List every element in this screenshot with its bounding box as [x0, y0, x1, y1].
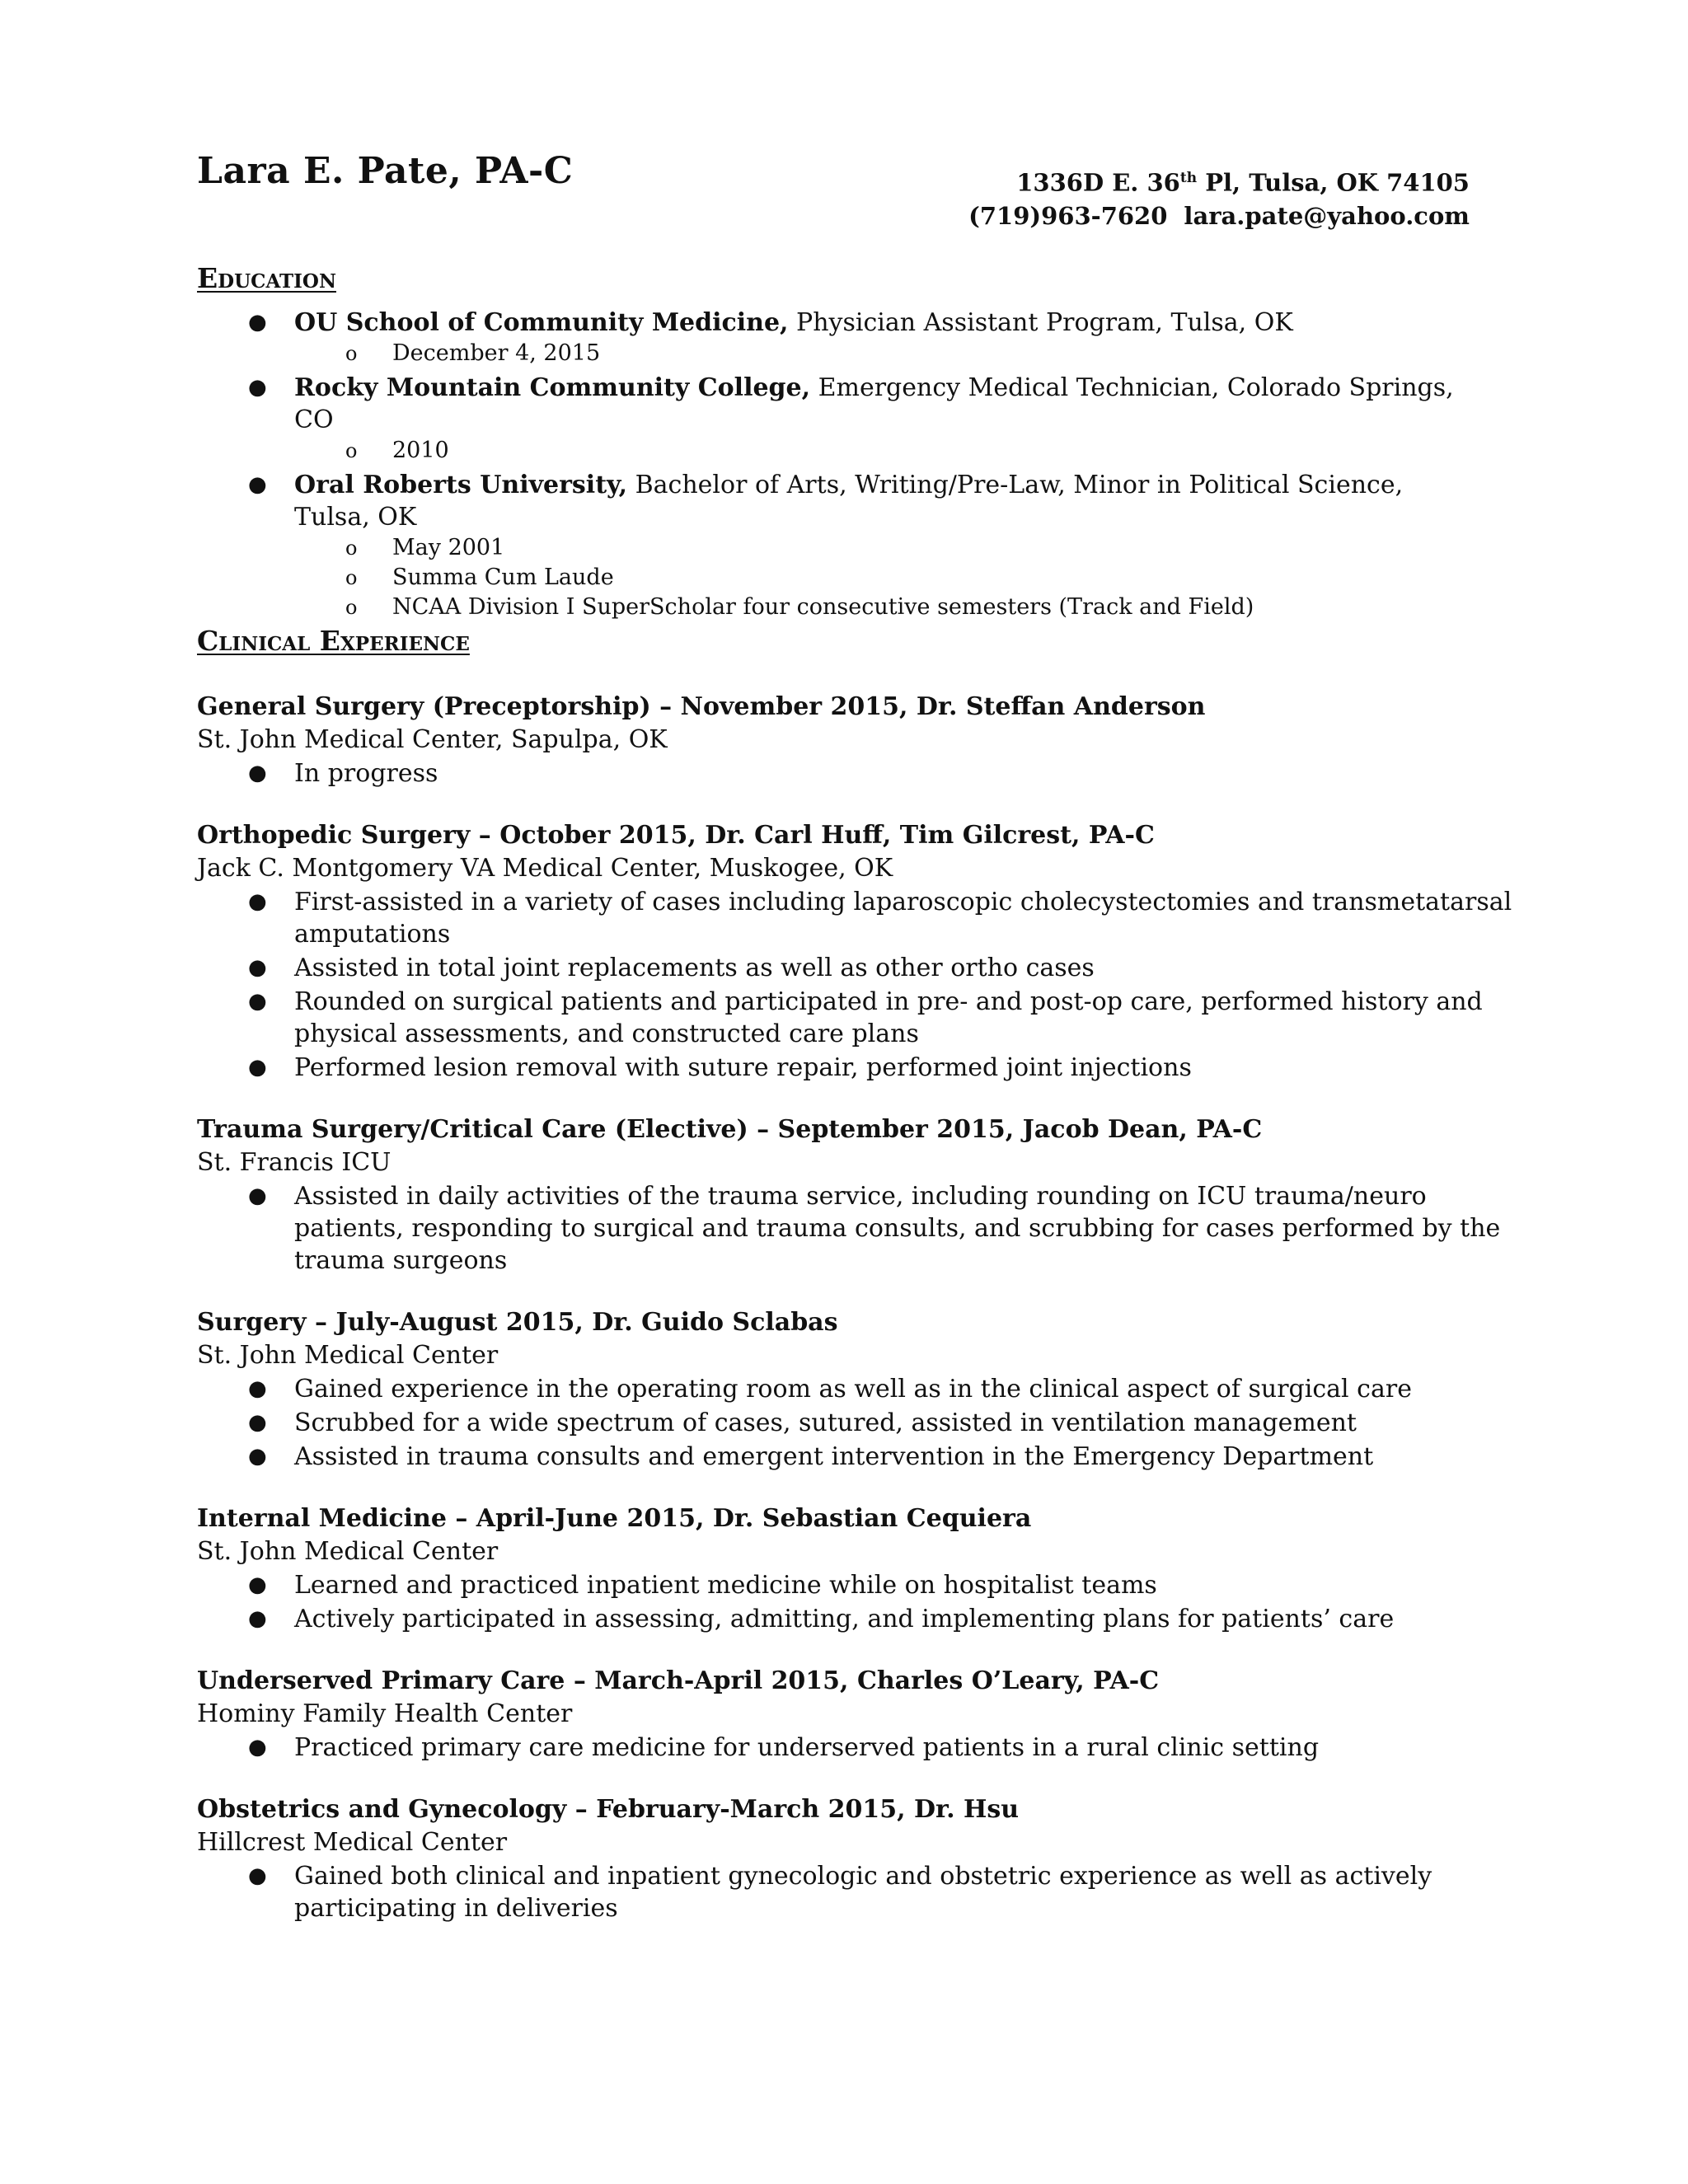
rotation-entry — [197, 691, 1483, 790]
sub-bullet-icon: o — [345, 537, 358, 560]
bullet-text: Learned and practiced inpatient medicine while on hospitalist teams — [294, 1571, 1157, 1600]
clinical-section — [197, 691, 1512, 1954]
rotation-entry — [197, 1502, 1483, 1635]
bullet-icon: ● — [248, 375, 267, 400]
bullet-text: Actively participated in assessing, admitting, and implementing plans for patients’ care — [294, 1605, 1395, 1633]
rotation-bullet — [197, 757, 1514, 790]
bullet-text: Practiced primary care medicine for underserved patients in a rural clinic setting — [294, 1733, 1320, 1762]
sub-item-text: Summa Cum Laude — [392, 565, 614, 590]
bullet-text: Scrubbed for a wide spectrum of cases, sutured, assisted in ventilation management — [294, 1408, 1357, 1437]
education-section — [197, 307, 1483, 622]
bullet-text: Assisted in trauma consults and emergent intervention in the Emergency Department — [294, 1442, 1374, 1471]
rotation-bullet — [197, 1441, 1514, 1473]
phone-email-line — [968, 199, 1470, 232]
rotation-title: General Surgery (Preceptorship) – November 2015, Dr. Steffan Anderson — [197, 692, 1206, 721]
rotation-site: St. John Medical Center, Sapulpa, OK — [197, 725, 668, 754]
sub-item-text: NCAA Division I SuperScholar four consecutive semesters (Track and Field) — [392, 594, 1254, 620]
bullet-icon: ● — [248, 1376, 267, 1401]
sub-item-text: December 4, 2015 — [392, 340, 601, 366]
rotation-entry — [197, 819, 1512, 1084]
education-sub-item — [197, 436, 1483, 466]
bullet-icon: ● — [248, 1444, 267, 1469]
clinical-heading: Clinical Experience — [197, 625, 470, 657]
bullet-icon: ● — [248, 472, 267, 497]
education-sub-list — [294, 436, 1483, 466]
bullet-icon: ● — [248, 310, 267, 335]
sub-bullet-icon: o — [345, 596, 358, 619]
address-line — [968, 162, 1470, 199]
rotation-bullets — [197, 1860, 1483, 1924]
sub-bullet-icon: o — [345, 342, 358, 365]
candidate-name: Lara E. Pate, PA-C — [197, 150, 574, 192]
bullet-text: Assisted in total joint replacements as well as other ortho cases — [294, 954, 1095, 982]
rotation-bullets — [197, 1569, 1483, 1635]
rotation-bullets — [197, 757, 1483, 790]
program-detail: Bachelor of Arts, Writing/Pre-Law, Minor in Political Science, Tulsa, OK — [294, 471, 1404, 532]
rotation-bullet — [197, 1603, 1514, 1635]
education-sub-item — [197, 533, 1483, 563]
rotation-title: Underserved Primary Care – March-April 2015, Charles O’Leary, PA-C — [197, 1666, 1160, 1695]
sub-bullet-icon: o — [345, 566, 358, 589]
rotation-bullets — [197, 1180, 1501, 1277]
bullet-icon: ● — [248, 989, 267, 1014]
education-heading: Education — [197, 262, 336, 294]
rotation-bullet — [197, 1569, 1514, 1601]
bullet-icon: ● — [248, 1410, 267, 1435]
rotation-site: St. John Medical Center — [197, 1537, 499, 1566]
bullet-icon: ● — [248, 761, 267, 785]
rotation-bullet — [197, 986, 1514, 1050]
bullet-icon: ● — [248, 1183, 267, 1208]
address-city: Pl, Tulsa, OK 74105 — [1197, 168, 1470, 197]
bullet-text: Gained both clinical and inpatient gynecologic and obstetric experience as well as actively participating in deliveries — [294, 1862, 1432, 1923]
rotation-title: Internal Medicine – April-June 2015, Dr. Sebastian Cequiera — [197, 1504, 1032, 1533]
bullet-icon: ● — [248, 1055, 267, 1080]
rotation-bullet — [197, 1860, 1514, 1924]
rotation-bullet — [197, 1373, 1514, 1405]
rotation-site: St. John Medical Center — [197, 1341, 499, 1370]
rotation-bullet — [197, 952, 1514, 984]
rotation-site: Hominy Family Health Center — [197, 1699, 573, 1728]
school-name: Rocky Mountain Community College, — [294, 373, 811, 402]
bullet-icon: ● — [248, 1735, 267, 1760]
rotation-title: Surgery – July-August 2015, Dr. Guido Sclabas — [197, 1308, 838, 1337]
program-detail: Physician Assistant Program, Tulsa, OK — [788, 308, 1293, 337]
education-sub-item — [197, 563, 1483, 593]
rotation-site: Hillcrest Medical Center — [197, 1828, 508, 1857]
school-name: OU School of Community Medicine, — [294, 308, 789, 337]
rotation-entry — [197, 1665, 1483, 1764]
rotation-bullet — [197, 1732, 1514, 1764]
education-item — [197, 307, 1483, 368]
program-detail: Emergency Medical Technician, Colorado Springs, CO — [294, 373, 1454, 434]
rotation-site: St. Francis ICU — [197, 1148, 392, 1177]
rotation-bullet — [197, 1052, 1514, 1084]
rotation-entry — [197, 1793, 1483, 1924]
rotation-title: Trauma Surgery/Critical Care (Elective) – September 2015, Jacob Dean, PA-C — [197, 1115, 1263, 1144]
bullet-icon: ● — [248, 1606, 267, 1631]
bullet-icon: ● — [248, 889, 267, 914]
email-address[interactable]: lara.pate@yahoo.com — [1184, 201, 1470, 230]
education-item — [197, 469, 1483, 622]
bullet-text: Gained experience in the operating room as well as in the clinical aspect of surgical care — [294, 1375, 1412, 1404]
rotation-site: Jack C. Montgomery VA Medical Center, Muskogee, OK — [197, 854, 893, 883]
rotation-bullet — [197, 1407, 1514, 1439]
rotation-bullet — [197, 1180, 1514, 1277]
bullet-icon: ● — [248, 955, 267, 980]
address-street: 1336D E. 36 — [1016, 168, 1180, 197]
education-sub-item — [197, 593, 1483, 622]
bullet-icon: ● — [248, 1863, 267, 1888]
bullet-text: Rounded on surgical patients and participated in pre- and post-op care, performed history and physical assessments, and constructed care plans — [294, 987, 1483, 1048]
bullet-text: In progress — [294, 759, 438, 788]
rotation-title: Orthopedic Surgery – October 2015, Dr. Carl Huff, Tim Gilcrest, PA-C — [197, 821, 1155, 850]
bullet-text: Performed lesion removal with suture repair, performed joint injections — [294, 1053, 1192, 1082]
rotation-bullet — [197, 886, 1514, 950]
bullet-text: First-assisted in a variety of cases including laparoscopic cholecystectomies and transmetatarsal amputations — [294, 888, 1512, 949]
sub-item-text: May 2001 — [392, 535, 505, 560]
rotation-bullets — [197, 886, 1512, 1084]
phone-number: (719)963-7620 — [968, 201, 1168, 230]
rotation-bullets — [197, 1373, 1483, 1473]
education-sub-item — [197, 339, 1483, 368]
bullet-text: Assisted in daily activities of the trauma service, including rounding on ICU trauma/neuro patients, responding to surgical and trauma consults, and scrubbing for cases performed by the trauma surgeons — [294, 1182, 1501, 1275]
education-item — [197, 372, 1483, 466]
rotation-entry — [197, 1113, 1501, 1277]
rotation-bullets — [197, 1732, 1483, 1764]
bullet-icon: ● — [248, 1572, 267, 1597]
school-name: Oral Roberts University, — [294, 471, 628, 499]
education-sub-list — [294, 339, 1483, 368]
rotation-entry — [197, 1306, 1483, 1473]
sub-item-text: 2010 — [392, 438, 449, 463]
rotation-title: Obstetrics and Gynecology – February-March 2015, Dr. Hsu — [197, 1795, 1020, 1824]
sub-bullet-icon: o — [345, 439, 358, 462]
contact-block — [968, 162, 1470, 232]
address-ordinal: th — [1179, 170, 1198, 186]
education-sub-list — [294, 533, 1483, 622]
